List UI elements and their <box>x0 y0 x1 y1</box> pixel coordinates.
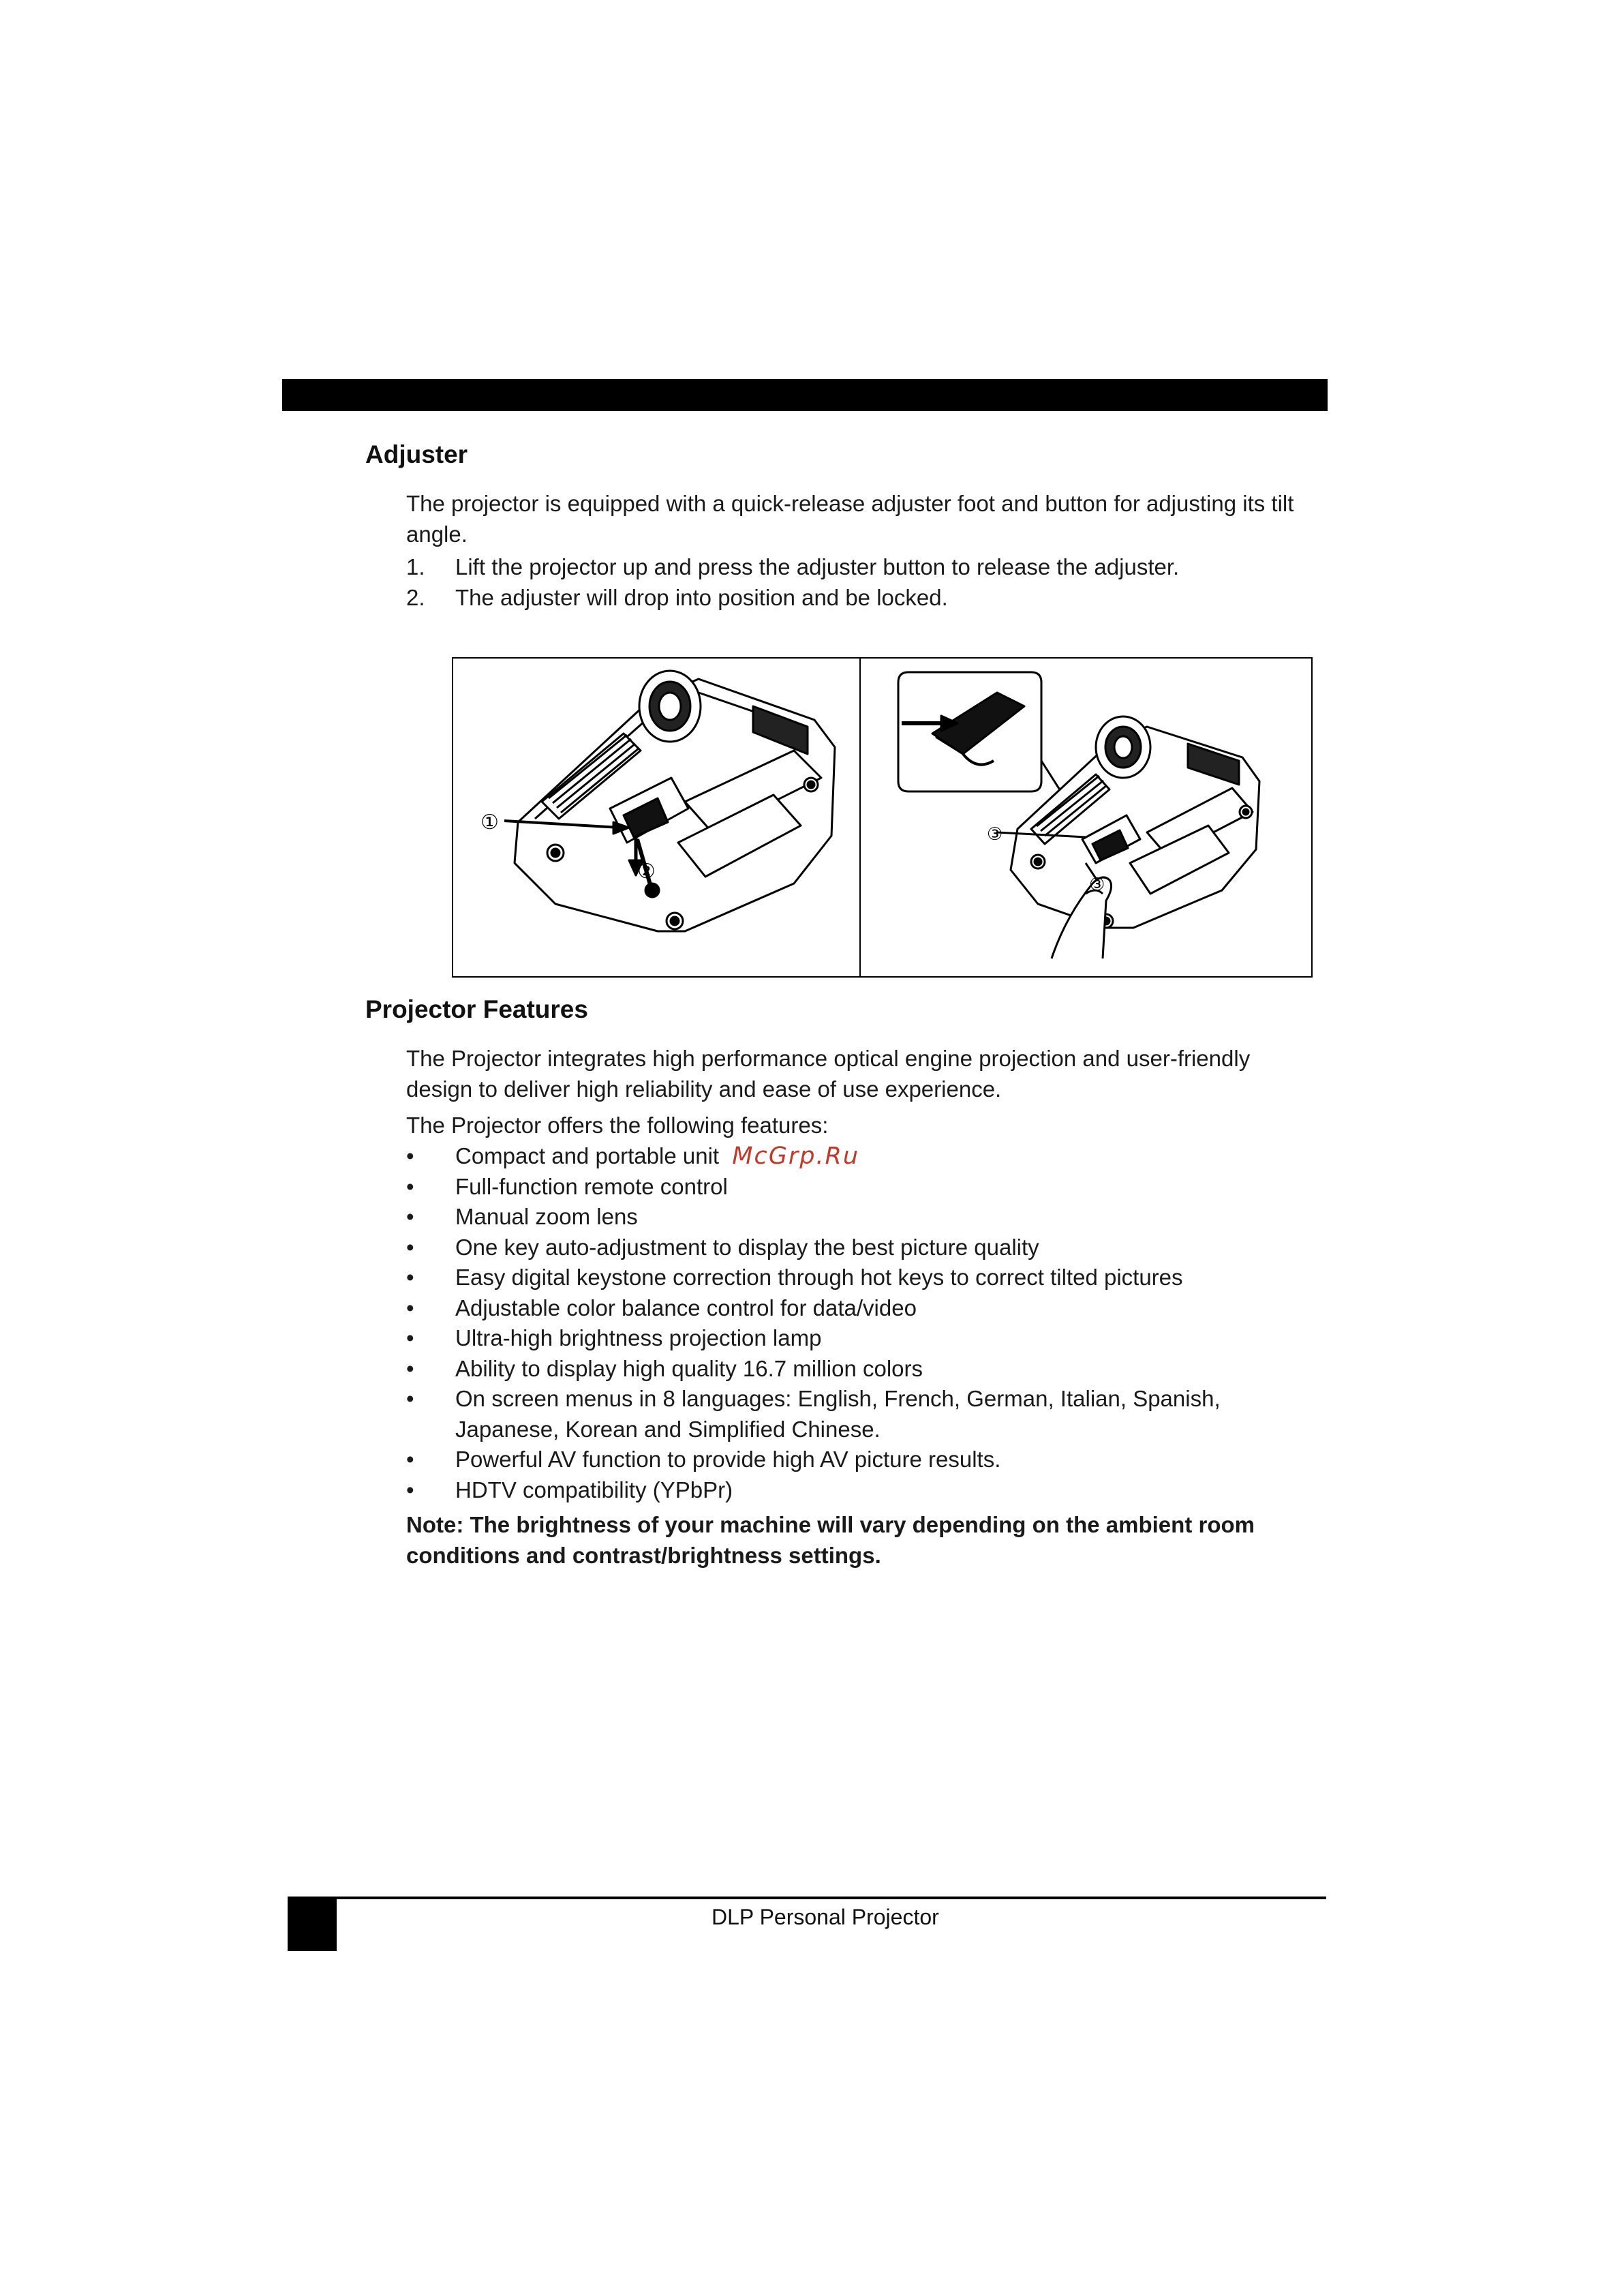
feature-text: Compact and portable unit <box>455 1143 720 1168</box>
features-list <box>406 1141 1319 1505</box>
adjuster-heading: Adjuster <box>365 440 468 468</box>
feature-text: Ultra-high brightness projection lamp <box>455 1325 822 1350</box>
step-number: 1. <box>406 554 425 579</box>
bullet: • <box>406 1173 414 1199</box>
projector-lock-illustration <box>861 659 1311 976</box>
step-number: 2. <box>406 584 425 610</box>
adjuster-steps <box>406 552 1319 613</box>
feature-text: On screen menus in 8 languages: English, French, German, Italian, Spanish, Japanese, Korean and Simplified Chinese. <box>455 1386 1221 1442</box>
feature-item <box>406 1475 1319 1506</box>
feature-text: HDTV compatibility (YPbPr) <box>455 1477 733 1502</box>
callout-3b: ③ <box>1089 875 1105 895</box>
features-intro: The Projector integrates high performance optical engine projection and user-friendly design to deliver high reliability and ease of use experience. <box>406 1046 1251 1102</box>
bullet: • <box>406 1325 414 1350</box>
feature-text: Manual zoom lens <box>455 1204 638 1229</box>
feature-text: Ability to display high quality 16.7 million colors <box>455 1355 923 1381</box>
features-heading: Projector Features <box>365 995 588 1023</box>
bullet: • <box>406 1295 414 1320</box>
features-lead: The Projector offers the following features: <box>406 1113 829 1138</box>
feature-text: One key auto-adjustment to display the best picture quality <box>455 1234 1039 1260</box>
bullet: • <box>406 1355 414 1381</box>
feature-text: Full-function remote control <box>455 1173 728 1199</box>
step-text: Lift the projector up and press the adjuster button to release the adjuster. <box>455 554 1180 579</box>
feature-item <box>406 1384 1319 1445</box>
feature-text: Powerful AV function to provide high AV picture results. <box>455 1447 1001 1472</box>
bullet: • <box>406 1143 414 1168</box>
footer-rule <box>288 1897 1326 1899</box>
callout-2: ② <box>637 860 656 883</box>
callout-3a: ③ <box>987 824 1003 845</box>
feature-item <box>406 1202 1319 1233</box>
bullet: • <box>406 1386 414 1411</box>
bullet: • <box>406 1447 414 1472</box>
feature-item <box>406 1445 1319 1475</box>
bullet: • <box>406 1204 414 1229</box>
adjuster-intro: The projector is equipped with a quick-release adjuster foot and button for adjusting its tilt angle. <box>406 491 1294 547</box>
brightness-note: Note: The brightness of your machine will vary depending on the ambient room conditions and contrast/brightness settings. <box>406 1512 1255 1568</box>
callout-1: ① <box>480 811 499 834</box>
step-text: The adjuster will drop into position and be locked. <box>455 584 948 610</box>
feature-item <box>406 1141 1319 1172</box>
feature-item <box>406 1293 1319 1324</box>
header-bar <box>282 379 1328 411</box>
feature-item <box>406 1233 1319 1263</box>
bullet: • <box>406 1265 414 1290</box>
footer-title: DLP Personal Projector <box>711 1905 939 1929</box>
footer-page-block <box>288 1897 337 1951</box>
bullet: • <box>406 1234 414 1260</box>
bullet: • <box>406 1477 414 1502</box>
adjuster-illustration <box>452 657 1313 978</box>
projector-release-illustration <box>453 659 859 976</box>
feature-text: Easy digital keystone correction through hot keys to correct tilted pictures <box>455 1265 1183 1290</box>
feature-text: Adjustable color balance control for data/video <box>455 1295 917 1320</box>
feature-item <box>406 1354 1319 1385</box>
adjuster-step <box>406 552 1319 583</box>
feature-item <box>406 1263 1319 1293</box>
watermark: McGrp.Ru <box>732 1143 860 1170</box>
feature-item <box>406 1323 1319 1354</box>
adjuster-step <box>406 583 1319 614</box>
feature-item <box>406 1172 1319 1203</box>
